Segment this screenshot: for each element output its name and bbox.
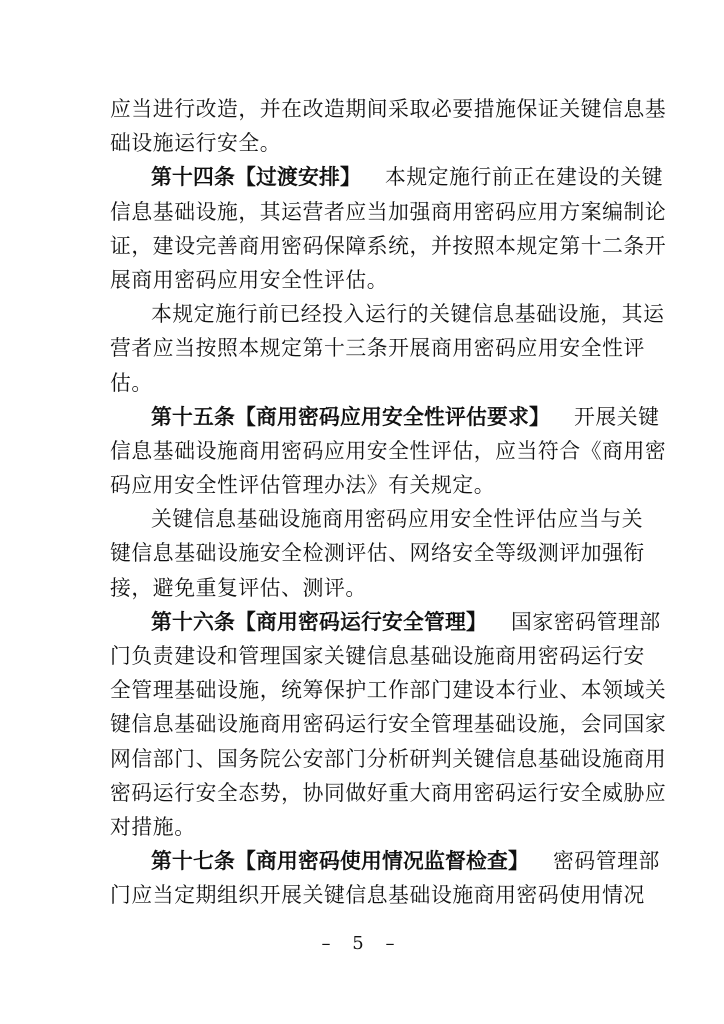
article-17-text: 密码管理部 bbox=[552, 849, 660, 874]
paragraph-line: 估。 bbox=[110, 370, 153, 395]
page-number: – 5 – bbox=[321, 933, 403, 954]
paragraph-line: 接，避免重复评估、测评。 bbox=[110, 575, 367, 600]
paragraph-line: 码应用安全性评估管理办法》有关规定。 bbox=[110, 473, 496, 498]
paragraph-line: 信息基础设施，其运营者应当加强商用密码应用方案编制论 bbox=[110, 199, 667, 224]
paragraph-line: 信息基础设施商用密码应用安全性评估，应当符合《商用密 bbox=[110, 438, 667, 463]
paragraph-line: 网信部门、国务院公安部门分析研判关键信息基础设施商用 bbox=[110, 746, 667, 771]
article-15-text: 开展关键 bbox=[573, 404, 660, 429]
paragraph-line: 营者应当按照本规定第十三条开展商用密码应用安全性评 bbox=[110, 336, 645, 361]
paragraph-line: 应当进行改造，并在改造期间采取必要措施保证关键信息基 bbox=[110, 97, 667, 121]
article-14-first-line bbox=[110, 160, 664, 194]
article-15-first-line bbox=[110, 400, 660, 434]
document-body bbox=[110, 92, 667, 913]
paragraph-line: 本规定施行前已经投入运行的关键信息基础设施，其运 bbox=[151, 302, 665, 327]
paragraph-line: 门应当定期组织开展关键信息基础设施商用密码使用情况 bbox=[110, 883, 645, 908]
paragraph-line: 展商用密码应用安全性评估。 bbox=[110, 267, 389, 292]
article-16-heading: 第十六条【商用密码运行安全管理】 bbox=[151, 609, 487, 634]
article-17-heading: 第十七条【商用密码使用情况监督检查】 bbox=[151, 849, 529, 874]
article-17-first-line bbox=[110, 844, 660, 878]
paragraph-line: 对措施。 bbox=[110, 814, 196, 839]
paragraph-line: 密码运行安全态势，协同做好重大商用密码运行安全威胁应 bbox=[110, 780, 667, 805]
paragraph-line: 全管理基础设施，统筹保护工作部门建设本行业、本领域关 bbox=[110, 678, 667, 703]
paragraph-line: 门负责建设和管理国家关键信息基础设施商用密码运行安 bbox=[110, 644, 645, 668]
paragraph-line: 键信息基础设施商用密码运行安全管理基础设施，会同国家 bbox=[110, 712, 667, 737]
paragraph-line: 键信息基础设施安全检测评估、网络安全等级测评加强衔 bbox=[110, 541, 645, 566]
paragraph-line: 证，建设完善商用密码保障系统，并按照本规定第十二条开 bbox=[110, 233, 667, 258]
paragraph-line: 关键信息基础设施商用密码应用安全性评估应当与关 bbox=[151, 507, 644, 532]
article-16-first-line bbox=[110, 605, 661, 639]
article-16-text: 国家密码管理部 bbox=[510, 609, 661, 634]
article-15-heading: 第十五条【商用密码应用安全性评估要求】 bbox=[151, 404, 550, 429]
article-14-text: 本规定施行前正在建设的关键 bbox=[384, 165, 664, 190]
paragraph-line: 础设施运行安全。 bbox=[110, 131, 282, 156]
article-14-heading: 第十四条【过渡安排】 bbox=[151, 165, 361, 190]
